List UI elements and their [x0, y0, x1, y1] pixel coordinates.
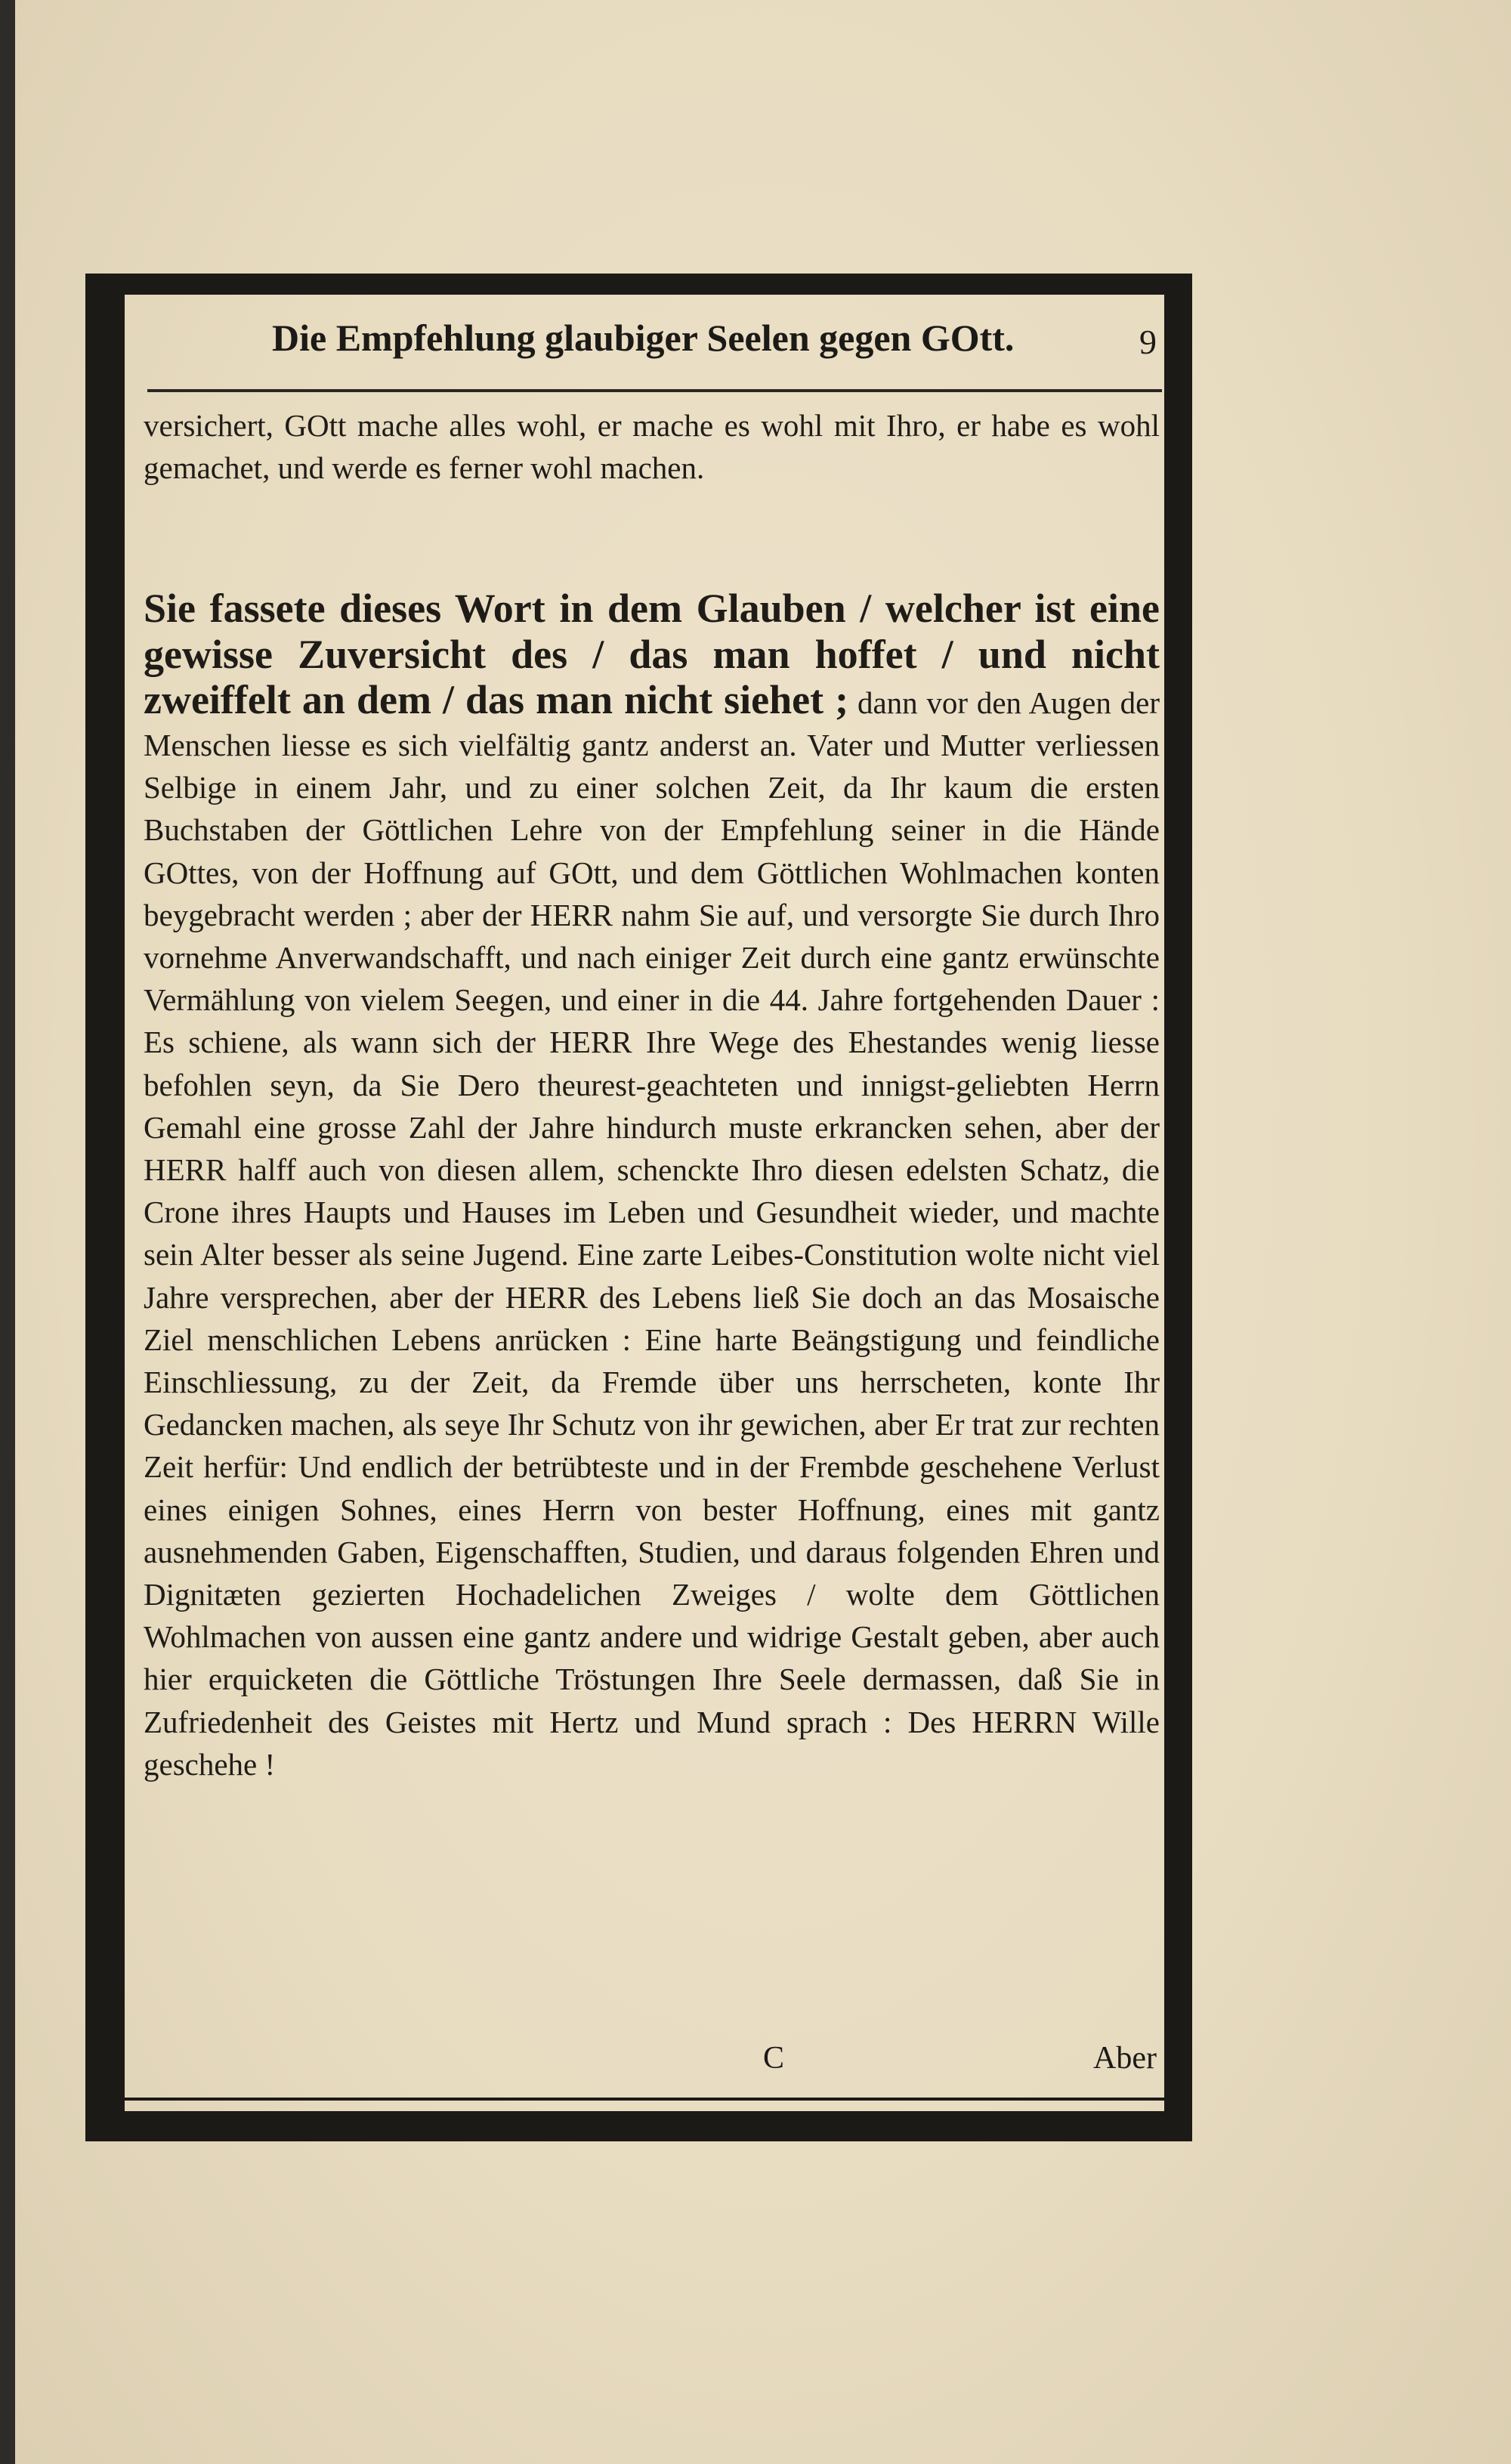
page-footer [132, 2040, 1157, 2085]
running-title: Die Empfehlung glaubiger Seelen gegen GOtt. [272, 317, 1015, 359]
frame-border-top [85, 274, 1192, 295]
paragraph-lead-emphasis: Sie fassete dieses Wort in dem Glauben / welcher ist eine gewisse Zuversicht des / das man hoffet / und nicht zweiffelt an dem / das man nicht siehet ; [144, 586, 1160, 722]
page-header [132, 316, 1157, 376]
paragraph-gap [144, 489, 1160, 587]
frame-border-bottom [85, 2111, 1192, 2141]
paragraph-main [144, 587, 1160, 1785]
frame-inner-rule [125, 2098, 1164, 2101]
catchword: Aber [1093, 2041, 1157, 2076]
paragraph-continued: versichert, GOtt mache alles wohl, er mache es wohl mit Ihro, er habe es wohl gemachet, und werde es ferner wohl machen. [144, 408, 1160, 486]
paragraph-main-text: dann vor den Augen der Menschen liesse es sich vielfältig gantz anderst an. Vater und Mutter verliessen Selbige in einem Jahr, und zu einer solchen Zeit, da Ihr kaum die ersten Buchstaben der Göttlichen Lehre von der Empfehlung seiner in die Hände GOttes, von der Hoffnung auf GOtt, und dem Göttlichen Wohlmachen konten beygebracht werden ; aber der HERR nahm Sie auf, und versorgte Sie durch Ihro vornehme Anverwandschafft, und nach einiger Zeit durch eine gantz erwünschte Vermählung von vielem Seegen, und einer in die 44. Jahre fortgehenden Dauer : Es schiene, als wann sich der HERR Ihre Wege des Ehestandes wenig liesse befohlen seyn, da Sie Dero theurest-geachteten und innigst-geliebten Herrn Gemahl eine grosse Zahl der Jahre hindurch muste erkrancken sehen, aber der HERR halff auch von diesen allem, schenckte Ihro diesen edelsten Schatz, die Crone ihres Haupts und Hauses im Leben und Gesundheit wieder, und machte sein Alter besser als seine Jugend. Eine zarte Leibes-Constitution wolte nicht viel Jahre versprechen, aber der HERR des Lebens ließ Sie doch an das Mosaische Ziel menschlichen Lebens anrücken : Eine harte Beängstigung und feindliche Einschliessung, zu der Zeit, da Fremde über uns herrscheten, konte Ihr Gedancken machen, als seye Ihr Schutz von ihr gewichen, aber Er trat zur rechten Zeit herfür: Und endlich der betrübteste und in der Frembde geschehene Verlust eines einigen Sohnes, eines Herrn von bester Hoffnung, eines mit gantz ausnehmenden Gaben, Eigenschafften, Studien, und daraus folgenden Ehren und Dignitæten gezierten Hochadelichen Zweiges / wolte dem Göttlichen Wohlmachen von aussen eine gantz andere und widrige Gestalt geben, aber auch hier erquicketen die Göttliche Tröstungen Ihre Seele dermassen, daß Sie in Zufriedenheit des Geistes mit Hertz und Mund sprach : Des HERRN Wille geschehe ! [144, 685, 1160, 1782]
frame-border-right [1164, 274, 1192, 2141]
book-gutter-shadow [0, 0, 15, 2464]
page-number: 9 [1139, 323, 1157, 361]
header-rule [147, 389, 1162, 392]
body-text [144, 404, 1160, 1785]
frame-border-left [85, 274, 125, 2141]
signature-mark: C [763, 2041, 785, 2076]
